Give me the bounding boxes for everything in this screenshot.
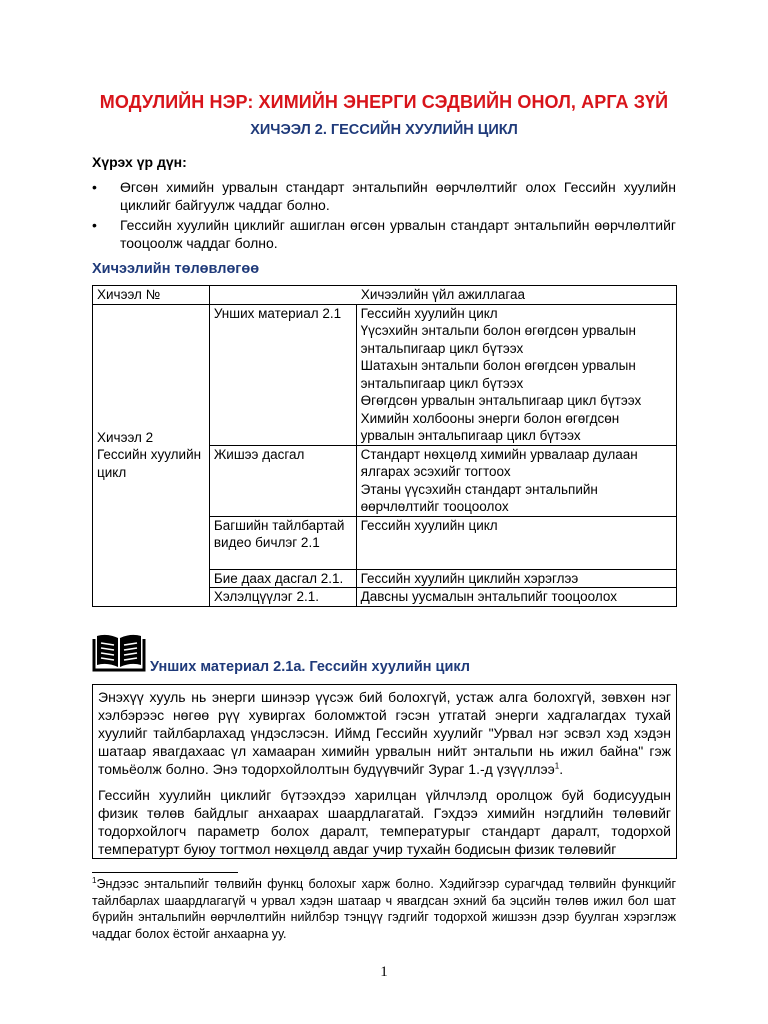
content-line: Давсны уусмалын энтальпийг тооцоолох <box>360 589 617 604</box>
outcomes-heading: Хүрэх үр дүн: <box>92 154 187 170</box>
page-number: 1 <box>380 964 388 980</box>
lesson-subtitle: ХИЧЭЭЛ 2. ГЕССИЙН ХУУЛИЙН ЦИКЛ <box>250 122 518 138</box>
list-item <box>92 216 676 252</box>
reading-heading: Унших материал 2.1а. Гессийн хуулийн цикл <box>150 659 471 675</box>
reading-paragraph: Энэхүү хууль нь энерги шинээр үүсэж бий болохгүй, устаж алга болохгүй, зөвхөн нэг хэлбэрээс нөгөө рүү хувиргах боломжтой гэсэн утгатай энерги хадгалагдах тухай хуулийг тайлбарлахад үндэслэсэн. Иймд Гессийн хуулийг "Урвал нэг эсвэл хэд хэдэн шатаар явагдахаас үл хамааран химийн урвалын нийт энтальпи нь ижил байна" гэж томьёолж болно. Энэ тодорхойлолтын будүүвчийг Зураг 1.-д үзүүллээ$^1$. <box>98 689 671 777</box>
activity-cell: Жишээ дасгал <box>209 445 356 516</box>
lesson-name-cell: Хичээл 2 Гессийн хуулийн цикл <box>93 304 210 606</box>
content-line: Шатахын энтальпи болон өгөгдсөн урвалын энтальпигаар цикл бүтээх <box>360 358 636 391</box>
activity-cell: Багшийн тайлбартай видео бичлэг 2.1 <box>209 516 356 569</box>
content-line: Стандарт нөхцөлд химийн урвалаар дулаан ялгарах эсэхийг тогтоох <box>360 446 638 479</box>
activity-cell: Бие даах дасгал 2.1. <box>209 569 356 588</box>
outcomes-list <box>92 178 676 254</box>
footnote-mark: 1 <box>92 875 97 885</box>
reading-paragraph: Гессийн хуулийн циклийг бүтээхдээ харилцан үйлчлэлд оролцож буй бодисуудын физик төлөв байдлыг анхаарах шаардлагатай. Гэхдээ химийн нэгдлийн төлөвийг тодорхойлогч параметр болох даралт, температурыг стандарт даралт, тодорхой температурт буюу тогтмол нөхцөлд авдаг учир тухайн бодисын физик төлөвийг <box>98 787 671 857</box>
table-row <box>93 304 677 445</box>
content-line: Химийн холбооны энерги болон өгөгдсөн урвалын энтальпигаар цикл бүтээх <box>360 410 620 443</box>
content-cell <box>356 588 676 607</box>
content-line: Гессийн хуулийн циклийн хэрэглээ <box>360 570 579 586</box>
reading-box <box>92 684 677 859</box>
content-line: Өгөгдсөн урвалын энтальпигаар цикл бүтээх <box>360 393 642 408</box>
content-cell <box>356 304 676 445</box>
main-title: МОДУЛИЙН НЭР: ХИМИЙН ЭНЕРГИ СЭДВИЙН ОНОЛ, АРГА ЗҮЙ <box>99 92 669 112</box>
content-line: Этаны үүсэхийн стандарт энтальпийн өөрчлөлтийг тооцоолох <box>360 481 598 514</box>
header-activity: Хичээлийн үйл ажиллагаа <box>209 286 676 305</box>
outcome-text: Гессийн хуулийн циклийг ашиглан өгсөн урвалын стандарт энтальпийн өөрчлөлтийг тооцоолж чаддаг болно. <box>120 217 676 251</box>
content-cell <box>356 445 676 516</box>
reading-text: Энэхүү хууль нь энерги шинээр үүсэж бий болохгүй, устаж алга болохгүй, зөвхөн нэг хэлбэрээс нөгөө рүү хувиргах боломжтой гэсэн утгатай энерги хадгалагдах тухай хуулийг тайлбарлахад үндэслэсэн. Иймд Гессийн хуулийг "Урвал нэг эсвэл хэд хэдэн шатаар явагдахаас үл хамааран химийн урвалын нийт энтальпи нь ижил байна" гэж томьёолж болно. Энэ тодорхойлолтын будүүвчийг Зураг 1.-д үзүүллээ <box>98 689 671 777</box>
outcome-text: Өгсөн химийн урвалын стандарт энтальпийн өөрчлөлтийг олох Гессийн хуулийн циклийг байгуулж чаддаг болно. <box>120 179 676 213</box>
activity-cell: Хэлэлцүүлэг 2.1. <box>209 588 356 607</box>
footnote-reference: 1 <box>554 761 560 771</box>
footnote-text: Эндээс энтальпийг төлвийн функц болохыг харж болно. Хэдийгээр сурагчдад төлвийн функцийг тайлбарлах шаардлагагүй ч урвал хэдэн шатаар ч явагдсан эхний ба эцсийн төлөв ижил бол шат бүрийн энтальпийн өөрчлөлтийн нийлбэр тэнцүү гэдгийг тодорхой жишээн дээр буулган хэрэглэж чаддаг болох ёстойг анхаарна уу. <box>92 877 676 941</box>
table-header-row <box>93 286 677 305</box>
content-line: Үүсэхийн энтальпи болон өгөгдсөн урвалын энтальпигаар цикл бүтээх <box>360 323 636 356</box>
bullet-icon: • <box>92 217 97 233</box>
content-line: Гессийн хуулийн цикл <box>360 305 498 321</box>
lesson-plan-table <box>92 285 677 607</box>
content-line: Гессийн хуулийн цикл <box>360 517 498 533</box>
footnote <box>92 876 676 942</box>
content-cell <box>356 516 676 569</box>
header-lesson: Хичээл № <box>93 286 210 305</box>
plan-heading: Хичээлийн төлөвлөгөө <box>92 261 260 277</box>
bullet-icon: • <box>92 179 97 195</box>
footnote-divider <box>92 872 238 873</box>
content-cell <box>356 569 676 588</box>
list-item <box>92 178 676 214</box>
open-book-icon <box>92 633 146 673</box>
activity-cell: Унших материал 2.1 <box>209 304 356 445</box>
